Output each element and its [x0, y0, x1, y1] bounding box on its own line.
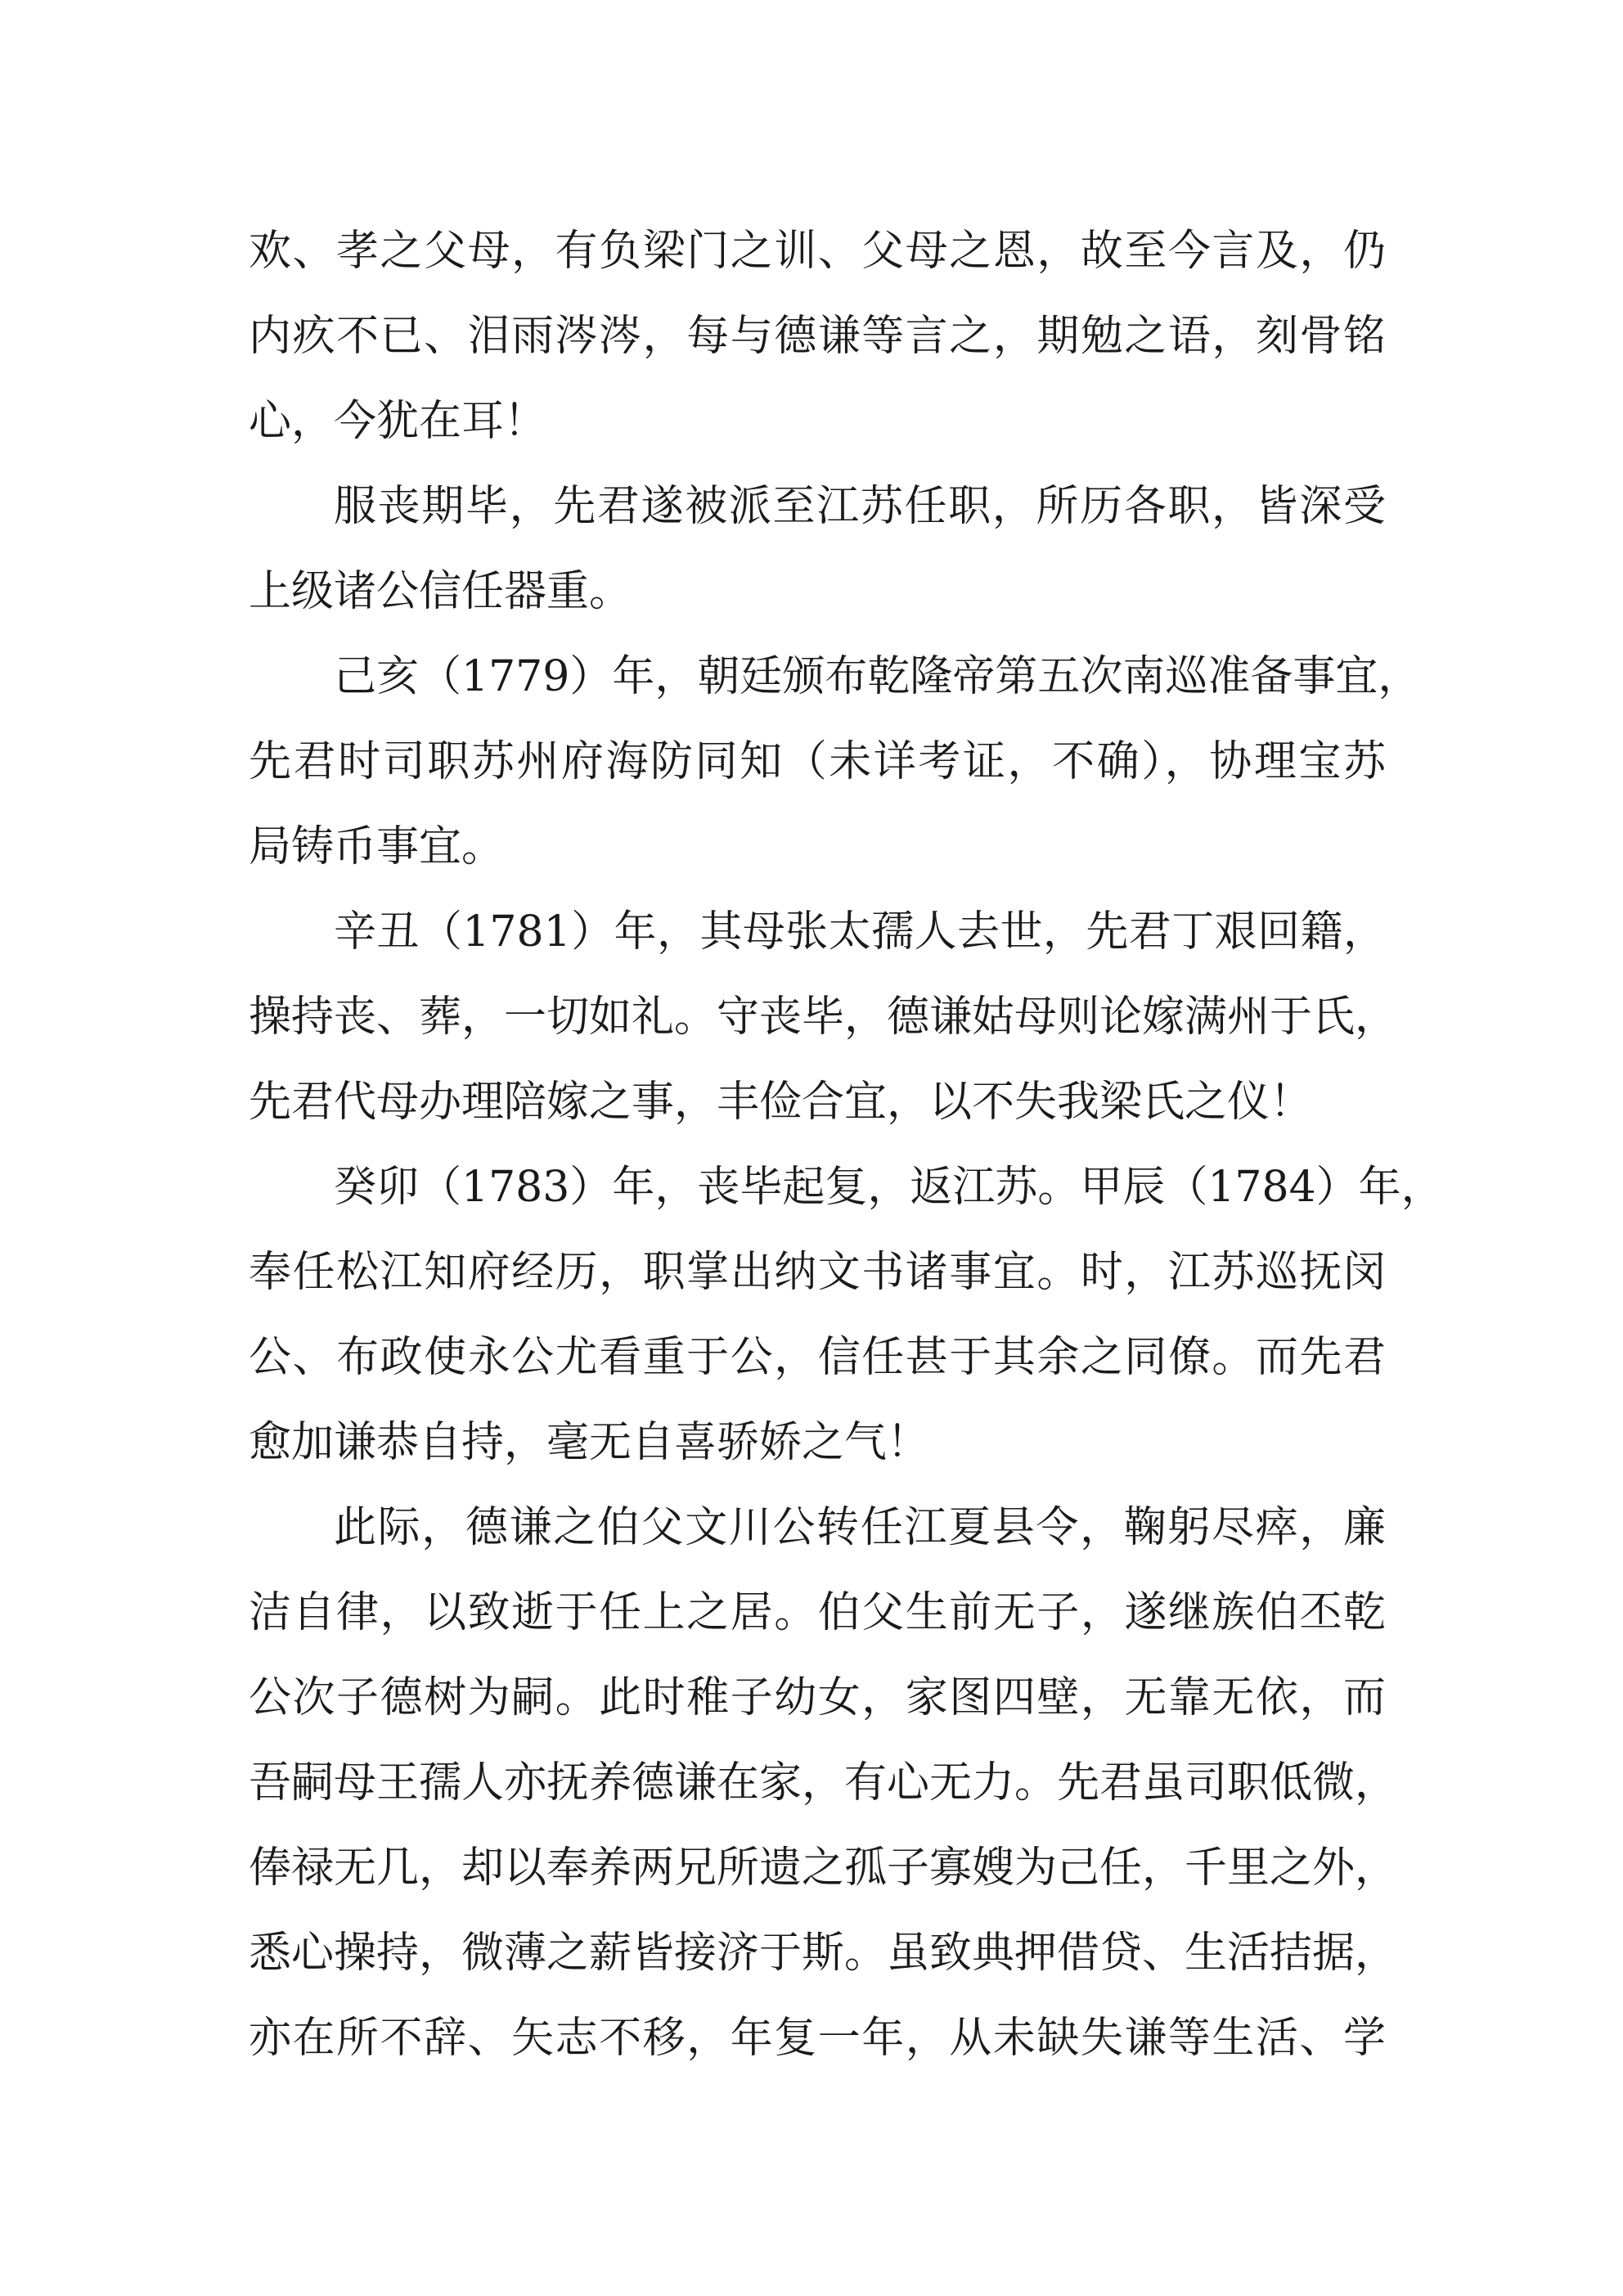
- text-line: 服丧期毕，先君遂被派至江苏任职，所历各职，皆深受: [334, 482, 1386, 531]
- paragraph-4: [249, 889, 1398, 1145]
- text-line: 吾嗣母王孺人亦抚养德谦在家，有心无力。先君虽司职低微，: [249, 1758, 1398, 1808]
- paragraph-6: [249, 1485, 1398, 2081]
- paragraph-1: [249, 209, 1386, 464]
- text-line: 操持丧、葬，一切如礼。守丧毕，德谦姑母则论嫁满州于氏，: [249, 993, 1398, 1042]
- text-line: 公次子德树为嗣。此时稚子幼女，家图四壁，无靠无依，而: [249, 1673, 1386, 1722]
- text-line: 悉心操持，微薄之薪皆接济于斯。虽致典押借贷、生活拮据，: [249, 1929, 1398, 1978]
- text-line: 公、布政使永公尤看重于公，信任甚于其余之同僚。而先君: [249, 1333, 1386, 1382]
- paragraph-2: [249, 464, 1386, 634]
- body-text: [249, 209, 1444, 2081]
- text-line: 上级诸公信任器重。: [249, 567, 632, 616]
- text-line: 癸卯（1783）年，丧毕起复，返江苏。甲辰（1784）年，: [334, 1163, 1444, 1212]
- text-line: 先君代母办理陪嫁之事，丰俭合宜，以不失我梁氏之仪！: [249, 1078, 1313, 1127]
- text-line: 愈加谦恭自持，毫无自喜骄娇之气！: [249, 1418, 930, 1467]
- paragraph-3: [249, 634, 1421, 889]
- text-line: 亦在所不辞、矢志不移，年复一年，从未缺失谦等生活、学: [249, 2014, 1386, 2063]
- text-line: 局铸币事宜。: [249, 822, 505, 871]
- text-line: 己亥（1779）年，朝廷颁布乾隆帝第五次南巡准备事宜，: [334, 652, 1421, 701]
- text-line: 内疚不已、泪雨涔涔，每与德谦等言之，期勉之语，刻骨铭: [249, 312, 1386, 361]
- text-line: 此际，德谦之伯父文川公转任江夏县令，鞠躬尽瘁，廉: [334, 1503, 1386, 1552]
- text-line: 俸禄无几，却以奉养两兄所遗之孤子寡嫂为己任，千里之外，: [249, 1844, 1398, 1893]
- text-line: 奉任松江知府经历，职掌出纳文书诸事宜。时，江苏巡抚闵: [249, 1248, 1386, 1297]
- text-line: 心，今犹在耳！: [249, 397, 547, 446]
- paragraph-5: [249, 1145, 1444, 1485]
- text-line: 欢、孝之父母，有负梁门之训、父母之恩，故至今言及，仍: [249, 227, 1386, 276]
- text-line: 洁自律，以致逝于任上之居。伯父生前无子，遂继族伯丕乾: [249, 1588, 1386, 1637]
- text-line: 辛丑（1781）年，其母张太孺人去世，先君丁艰回籍，: [334, 907, 1386, 957]
- text-line: 先君时司职苏州府海防同知（未详考证，不确），协理宝苏: [249, 737, 1386, 786]
